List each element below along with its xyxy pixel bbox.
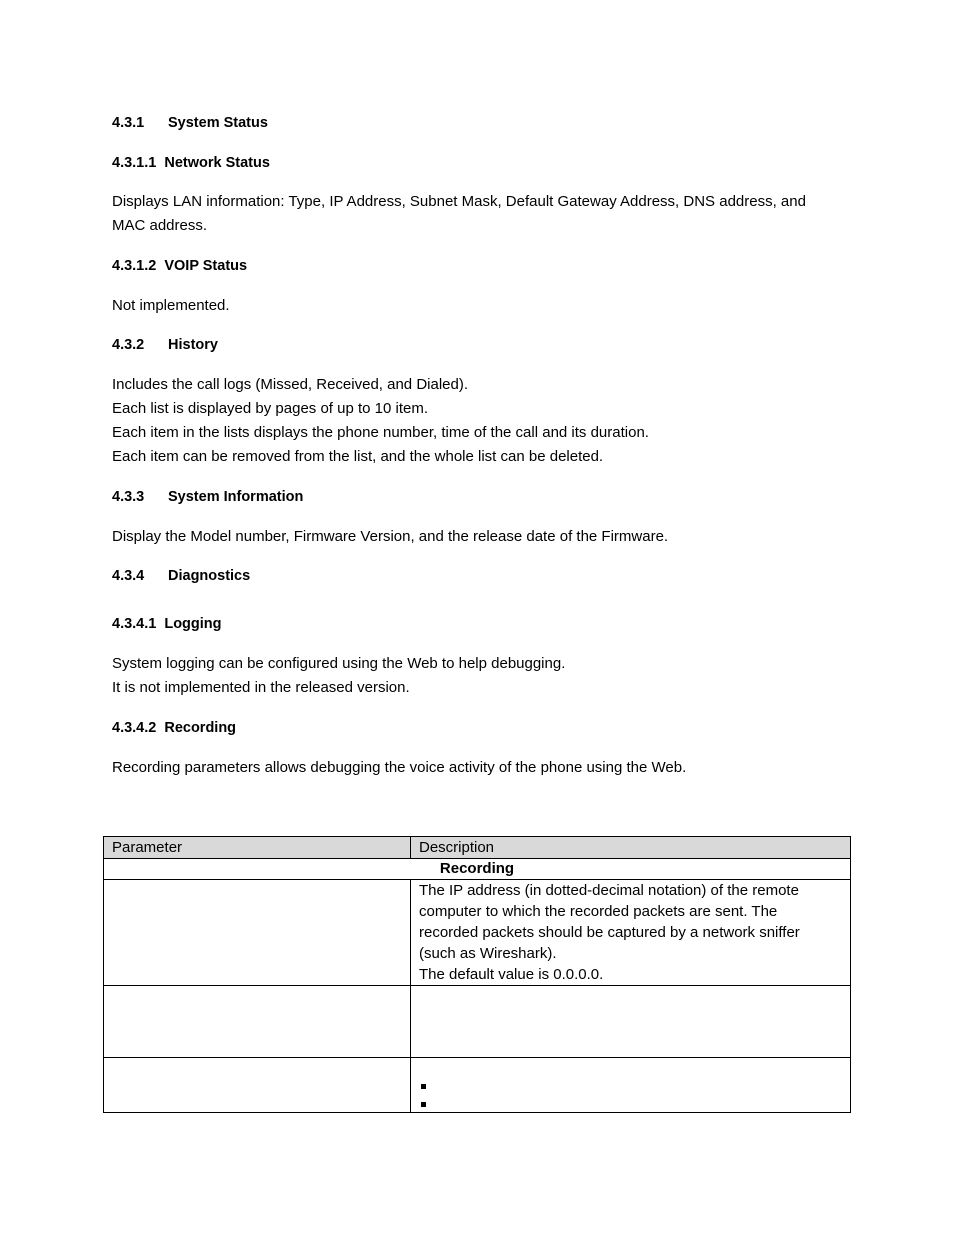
heading-title: History [168, 337, 218, 353]
paragraph-line: MAC address. [112, 217, 208, 234]
list-item [421, 1092, 842, 1110]
heading-4-3-4-1 [112, 612, 842, 636]
header-parameter: Parameter [104, 837, 411, 859]
recording-paragraph [112, 756, 842, 780]
heading-title: System Status [168, 115, 268, 131]
description-line: The IP address (in dotted-decimal notation) of the remote [419, 882, 799, 899]
header-description: Description [411, 837, 851, 859]
parameter-cell [104, 986, 411, 1058]
description-line: (such as Wireshark). [419, 945, 557, 962]
heading-number: 4.3.4.1 [112, 616, 157, 632]
description-line: computer to which the recorded packets are sent. The [419, 903, 778, 920]
paragraph-line: Recording parameters allows debugging the voice activity of the phone using the Web. [112, 759, 687, 776]
description-cell [411, 986, 851, 1058]
paragraph-line: Includes the call logs (Missed, Received, and Dialed). [112, 376, 469, 393]
bullet-list [419, 1074, 842, 1110]
heading-4-3-4-2 [112, 716, 842, 740]
description-cell [411, 880, 851, 986]
voip-status-paragraph [112, 294, 842, 318]
heading-4-3-1-2 [112, 254, 842, 278]
paragraph-line: Not implemented. [112, 297, 230, 314]
heading-4-3-1 [112, 111, 842, 135]
heading-title: System Information [168, 489, 304, 505]
square-bullet-icon [421, 1084, 426, 1089]
heading-title: Logging [164, 616, 222, 632]
parameter-cell [104, 880, 411, 986]
parameter-cell [104, 1058, 411, 1113]
system-information-paragraph [112, 525, 842, 549]
heading-number: 4.3.4.2 [112, 720, 157, 736]
heading-4-3-3 [112, 485, 842, 509]
heading-4-3-4 [112, 564, 842, 588]
heading-4-3-1-1 [112, 151, 842, 175]
logging-paragraph [112, 652, 842, 700]
table-row [104, 986, 851, 1058]
paragraph-line: Displays LAN information: Type, IP Address, Subnet Mask, Default Gateway Address, DNS address, and [112, 193, 806, 210]
paragraph-line: Display the Model number, Firmware Version, and the release date of the Firmware. [112, 528, 669, 545]
paragraph-line: It is not implemented in the released version. [112, 679, 410, 696]
heading-title: Network Status [164, 155, 270, 171]
paragraph-line: Each item in the lists displays the phone number, time of the call and its duration. [112, 424, 649, 441]
table-header-row [104, 837, 851, 859]
square-bullet-icon [421, 1102, 426, 1107]
paragraph-line: System logging can be configured using the Web to help debugging. [112, 655, 566, 672]
description-cell [411, 1058, 851, 1113]
heading-title: Diagnostics [168, 568, 251, 584]
list-item [421, 1074, 842, 1092]
table-row [104, 880, 851, 986]
description-line: recorded packets should be captured by a network sniffer [419, 924, 800, 941]
heading-number: 4.3.1.1 [112, 155, 157, 171]
paragraph-line: Each item can be removed from the list, and the whole list can be deleted. [112, 448, 604, 465]
table-row [104, 1058, 851, 1113]
heading-title: VOIP Status [164, 258, 248, 274]
heading-number: 4.3.3 [112, 489, 145, 505]
paragraph-line: Each list is displayed by pages of up to 10 item. [112, 400, 429, 417]
recording-parameters-table [103, 836, 851, 1113]
heading-number: 4.3.1 [112, 115, 145, 131]
heading-4-3-2 [112, 333, 842, 357]
heading-number: 4.3.2 [112, 337, 145, 353]
network-status-paragraph [112, 190, 842, 238]
group-title: Recording [104, 859, 851, 880]
description-line: The default value is 0.0.0.0. [419, 966, 604, 983]
heading-number: 4.3.1.2 [112, 258, 157, 274]
table-group-row [104, 859, 851, 880]
heading-title: Recording [164, 720, 237, 736]
heading-number: 4.3.4 [112, 568, 145, 584]
history-paragraph [112, 373, 842, 469]
